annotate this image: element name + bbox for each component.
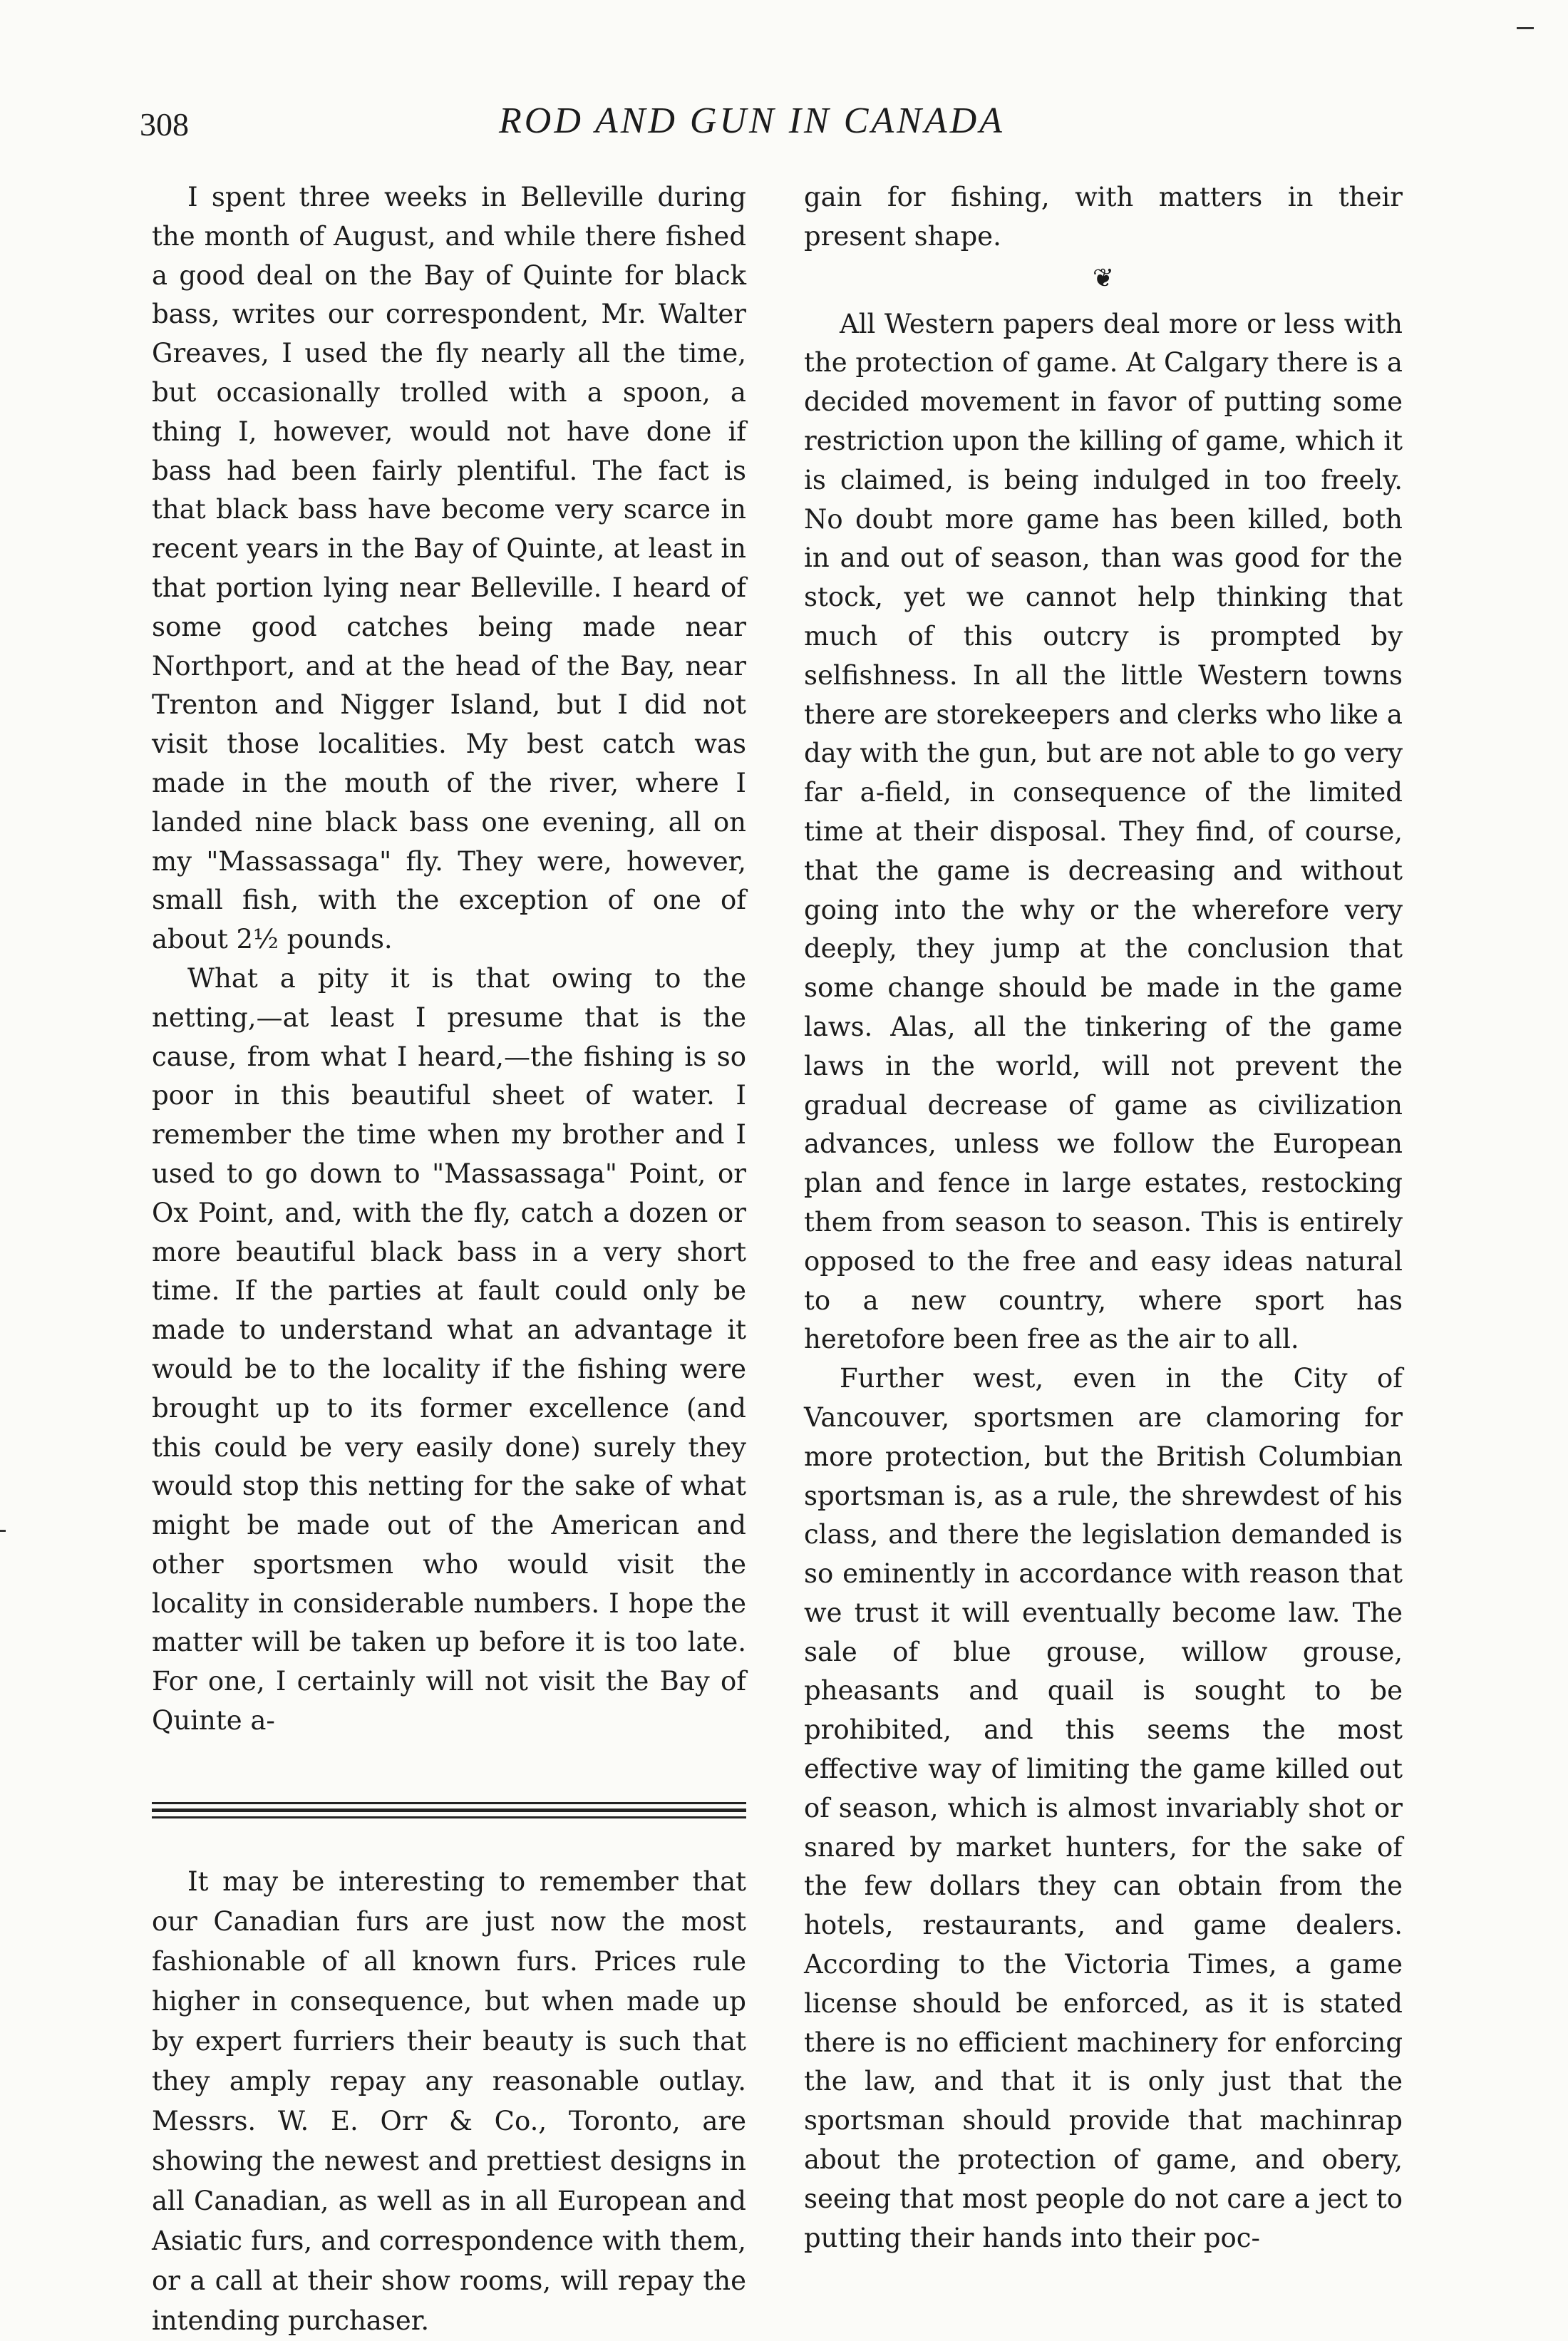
article-bay-of-quinte-continuation: gain for fishing, with matters in their present shape.: [804, 182, 1403, 252]
right-column: [804, 178, 1403, 2258]
section-divider-rule: [152, 1802, 746, 1823]
fleuron-ornament-icon: ❦: [1092, 263, 1115, 293]
running-head: ROD AND GUN IN CANADA: [499, 101, 1005, 141]
article-bay-of-quinte-paragraph-1: I spent three weeks in Belleville during the month of August, and while there fished a good deal on the Bay of Quinte for black bass, writes our correspondent, Mr. Walter Greaves, I used the fly nearly all the time, but occasionally trolled with a spoon, a thing I, however, would not have done if bass had been fairly plentiful. The fact is that black bass have become very scarce in recent years in the Bay of Quinte, at least in that portion lying near Belleville. I heard of some good catches being made near Northport, and at the head of the Bay, near Trenton and Nigger Island, but I did not visit those localities. My best catch was made in the mouth of the river, where I landed nine black bass one evening, all on my "Massassaga" fly. They were, however, small fish, with the exception of one of about 2½ pounds.: [152, 182, 746, 955]
left-column: [152, 178, 746, 2341]
article-western-game-paragraph-2: Further west, even in the City of Vancouver, sportsmen are clamoring for more protection, but the British Columbian sportsman is, as a rule, the shrewdest of his class, and there the legislation demanded is so eminently in accordance with reason that we trust it will eventually become law. The sale of blue grouse, willow grouse, pheasants and quail is sought to be prohibited, and this seems the most effective way of limiting the game killed out of season, which is almost invariably shot or snared by market hunters, for the sake of the few dollars they can obtain from the hotels, restaurants, and game dealers. According to the Victoria Times, a game license should be enforced, as it is stated there is no efficient machinery for enforcing the law, and that it is only just that the sportsman should provide that machinrap about the protection of game, and obery, seeing that most people do not care a ject to putting their hands into their poc-: [804, 1363, 1403, 2253]
page-number: 308: [140, 106, 189, 143]
canadian-furs-notice: It may be interesting to remember that our Canadian furs are just now the most fashionable of all known furs. Prices rule higher in consequence, but when made up by expert furriers their beauty is such that they amply repay any reasonable outlay. Messrs. W. E. Orr & Co., Toronto, are showing the newest and prettiest designs in all Canadian, as well as in all European and Asiatic furs, and correspondence with them, or a call at their show rooms, will repay the intending purchaser.: [152, 1866, 746, 2336]
page-edge-mark: [1517, 27, 1534, 29]
margin-mark: [0, 1530, 6, 1532]
article-western-game-paragraph-1: All Western papers deal more or less with the protection of game. At Calgary there is a decided movement in favor of putting some restriction upon the killing of game, which it is claimed, is being indulged in too freely. No doubt more game has been killed, both in and out of season, than was good for the stock, yet we cannot help thinking that much of this outcry is prompted by selfishness. In all the little Western towns there are storekeepers and clerks who like a day with the gun, but are not able to go very far a-field, in consequence of the limited time at their disposal. They find, of course, that the game is decreasing and without going into the why or the wherefore very deeply, they jump at the conclusion that some change should be made in the game laws. Alas, all the tinkering of the game laws in the world, will not prevent the gradual decrease of game as civilization advances, unless we follow the European plan and fence in large estates, restocking them from season to season. This is entirely opposed to the free and easy ideas natural to a new country, where sport has heretofore been free as the air to all.: [804, 308, 1403, 1355]
article-bay-of-quinte-paragraph-2: What a pity it is that owing to the netting,—at least I presume that is the cause, from what I heard,—the fishing is so poor in this beautiful sheet of water. I remember the time when my brother and I used to go down to "Massassaga" Point, or Ox Point, and, with the fly, catch a dozen or more beautiful black bass in a very short time. If the parties at fault could only be made to understand what an advantage it would be to the locality if the fishing were brought up to its former excellence (and this could be very easily done) surely they would stop this netting for the sake of what might be made out of the American and other sportsmen who would visit the locality in considerable numbers. I hope the matter will be taken up before it is too late. For one, I certainly will not visit the Bay of Quinte a-: [152, 962, 746, 1737]
